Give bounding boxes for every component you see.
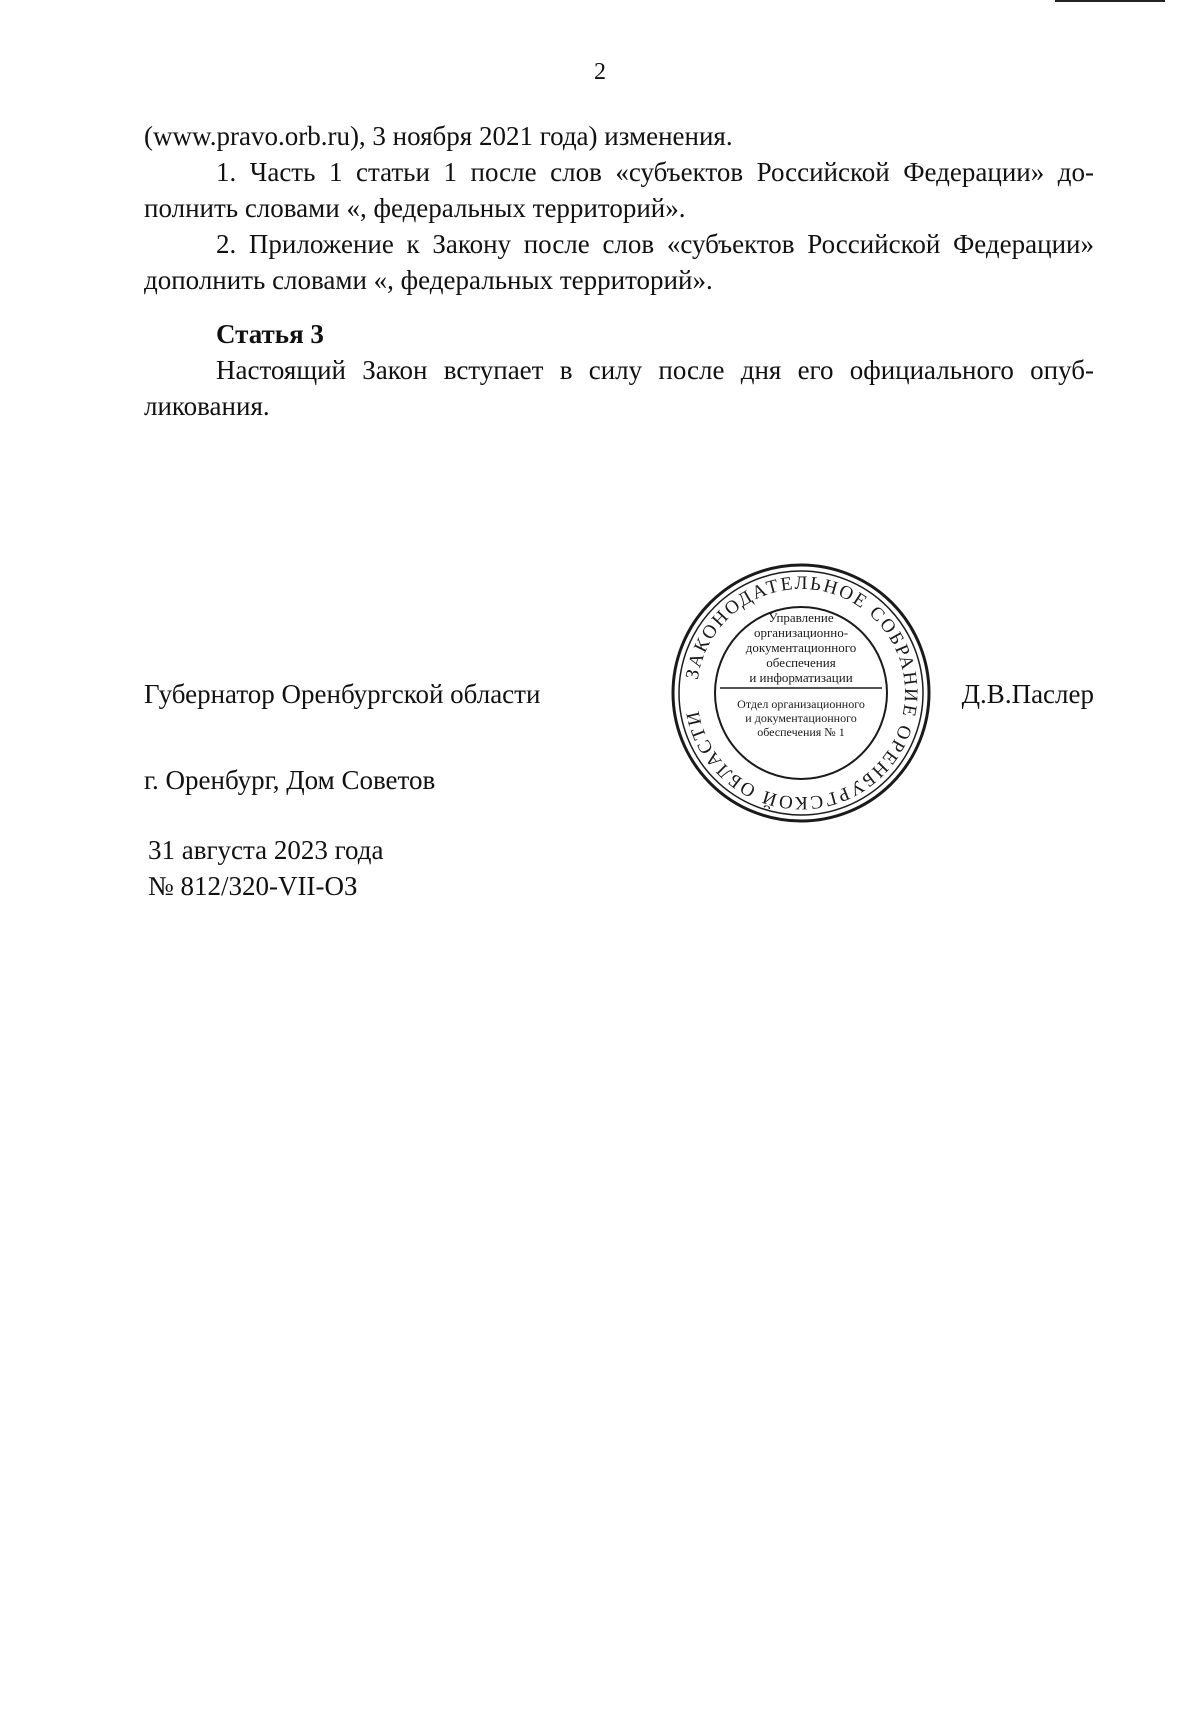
- seal-upper-line: Управление: [768, 610, 834, 625]
- law-number: № 812/320-VII-ОЗ: [148, 871, 358, 901]
- seal-graphic: [668, 560, 934, 826]
- article-3: [144, 316, 1094, 424]
- official-seal-stamp: [668, 560, 934, 826]
- signing-place: г. Оренбург, Дом Советов: [144, 765, 436, 795]
- page-number: 2: [594, 59, 606, 85]
- seal-upper-line: организационно-: [753, 625, 849, 640]
- governor-name: Д.В.Паслер: [961, 679, 1094, 709]
- seal-lower-line: и документационного: [745, 711, 857, 725]
- seal-outer-ring: [673, 565, 929, 821]
- article-3-line1: Настоящий Закон вступает в силу после дня его официального опуб-: [216, 355, 1094, 385]
- item2-line2: дополнить словами «, федеральных территорий».: [144, 265, 713, 295]
- intro-line: (www.pravo.orb.ru), 3 ноября 2021 года) изменения.: [144, 121, 733, 151]
- governor-title: Губернатор Оренбургской области: [144, 679, 541, 709]
- seal-upper-text: [746, 610, 856, 685]
- article-3-line2: ликования.: [144, 391, 270, 421]
- article-3-heading: Статья 3: [216, 319, 324, 349]
- item2-line1: 2. Приложение к Закону после слов «субъектов Российской Федерации»: [216, 229, 1094, 259]
- item1-line1: 1. Часть 1 статьи 1 после слов «субъектов Российской Федерации» до-: [216, 157, 1094, 187]
- top-edge-rule: [1055, 0, 1165, 2]
- signing-date: 31 августа 2023 года: [148, 835, 384, 865]
- seal-lower-line: Отдел организационного: [737, 697, 865, 711]
- amendment-text: [144, 118, 1094, 298]
- seal-lower-line: обеспечения № 1: [757, 725, 845, 739]
- seal-ring-text: ЗАКОНОДАТЕЛЬНОЕ СОБРАНИЕ ОРЕНБУРГСКОЙ ОБЛАСТИ: [681, 572, 922, 814]
- seal-upper-line: и информатизации: [749, 670, 853, 685]
- seal-lower-text: [737, 697, 865, 739]
- item1-line2: полнить словами «, федеральных территорий».: [144, 193, 686, 223]
- seal-upper-line: документационного: [745, 640, 857, 655]
- seal-upper-line: обеспечения: [766, 655, 836, 670]
